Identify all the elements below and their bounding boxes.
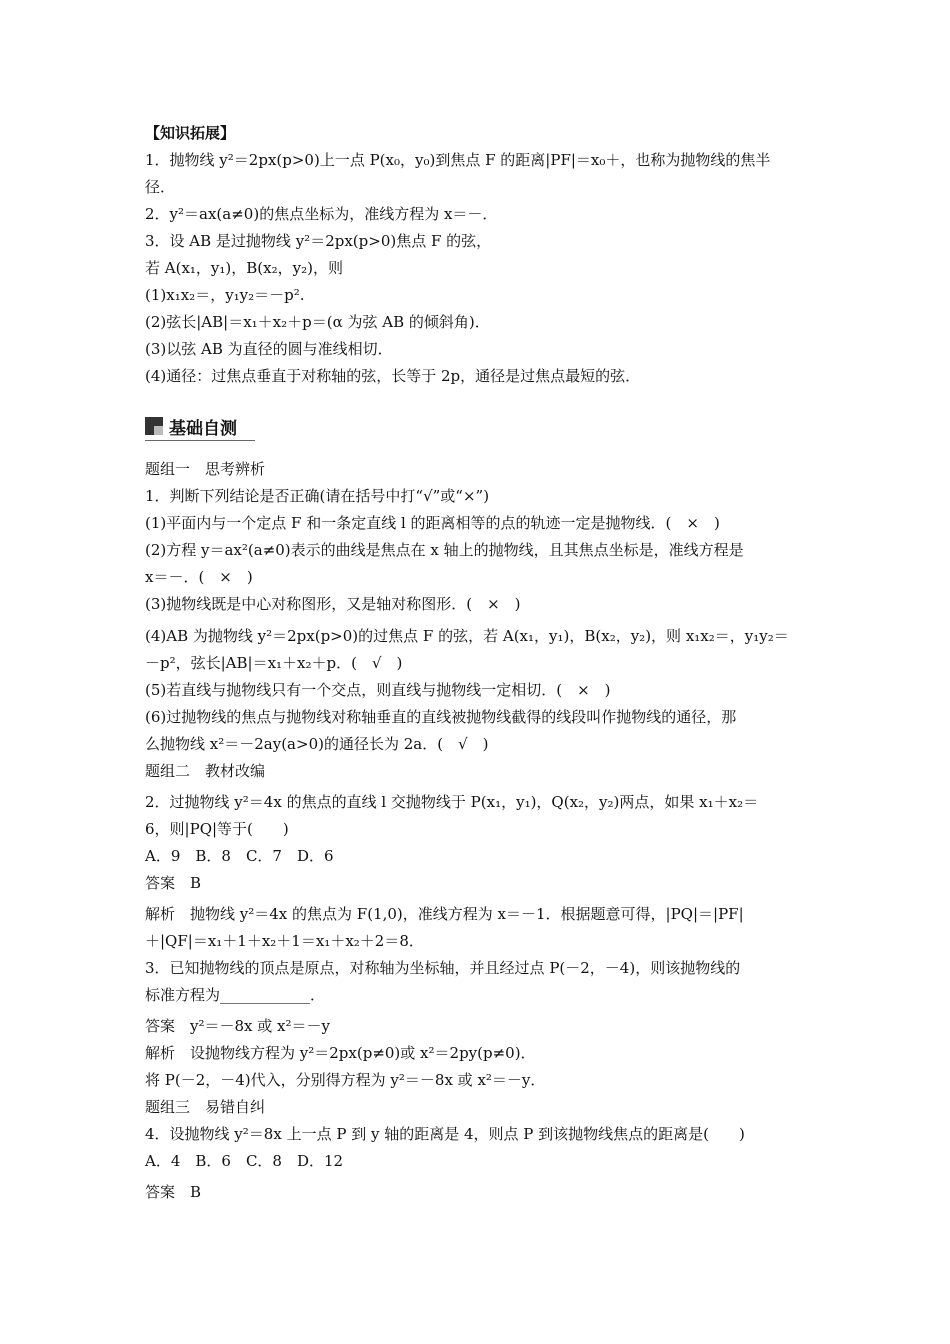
- knowledge-line: (3)以弦 AB 为直径的圆与准线相切．: [145, 340, 393, 358]
- section-title: 基础自测: [169, 419, 237, 439]
- knowledge-line: (4)通径：过焦点垂直于对称轴的弦，长等于 2p，通径是过焦点最短的弦．: [145, 367, 641, 385]
- knowledge-title: 【知识拓展】: [145, 124, 236, 142]
- exercise-line: －p²，弦长|AB|＝x₁＋x₂＋p．( √ ): [145, 654, 403, 672]
- choices-line: A．4 B．6 C．8 D．12: [145, 1152, 344, 1170]
- solution-line: 解析 抛物线 y²＝4x 的焦点为 F(1,0)，准线方程为 x＝－1．根据题意可得，|PQ|＝|PF|: [145, 905, 744, 923]
- exercise-line: 3．已知抛物线的顶点是原点，对称轴为坐标轴，并且经过点 P(－2，－4)，则该抛物线的: [145, 959, 741, 977]
- answer-line: 答案 B: [145, 1183, 202, 1201]
- answer-line: 答案 y²＝－8x 或 x²＝－y: [145, 1017, 330, 1035]
- exercise-line: (5)若直线与抛物线只有一个交点，则直线与抛物线一定相切．( × ): [145, 681, 611, 699]
- exercise-line: 1．判断下列结论是否正确(请在括号中打“√”或“×”): [145, 487, 490, 505]
- exercise-line: (2)方程 y＝ax²(a≠0)表示的曲线是焦点在 x 轴上的抛物线，且其焦点坐标是，准线方程是: [145, 541, 744, 559]
- group-heading: 题组一 思考辨析: [145, 460, 266, 478]
- exercise-line: 标准方程为____________．: [145, 986, 326, 1004]
- exercise-line: (3)抛物线既是中心对称图形，又是轴对称图形．( × ): [145, 595, 521, 613]
- group-heading: 题组三 易错自纠: [145, 1098, 266, 1116]
- exercise-line: (6)过抛物线的焦点与抛物线对称轴垂直的直线被抛物线截得的线段叫作抛物线的通径，那: [145, 708, 737, 726]
- solution-line: 将 P(－2，－4)代入，分别得方程为 y²＝－8x 或 x²＝－y．: [145, 1071, 546, 1089]
- exercise-line: x＝－．( × ): [145, 568, 253, 586]
- knowledge-line: (2)弦长|AB|＝x₁＋x₂＋p＝(α 为弦 AB 的倾斜角)．: [145, 313, 490, 331]
- exercise-line: 么抛物线 x²＝－2ay(a>0)的通径长为 2a．( √ ): [145, 735, 489, 753]
- knowledge-line: 若 A(x₁，y₁)，B(x₂，y₂)，则: [145, 259, 343, 277]
- knowledge-line: 3．设 AB 是过抛物线 y²＝2px(p>0)焦点 F 的弦，: [145, 232, 492, 250]
- section-heading: [145, 412, 255, 441]
- knowledge-line: 2．y²＝ax(a≠0)的焦点坐标为，准线方程为 x＝－．: [145, 205, 498, 223]
- exercise-line: 6，则|PQ|等于( ): [145, 820, 289, 838]
- solution-line: 解析 设抛物线方程为 y²＝2px(p≠0)或 x²＝2py(p≠0)．: [145, 1044, 536, 1062]
- section-square-icon: [145, 417, 163, 435]
- group-heading: 题组二 教材改编: [145, 762, 266, 780]
- knowledge-line: 径．: [145, 178, 176, 196]
- choices-line: A．9 B．8 C．7 D．6: [145, 847, 334, 865]
- answer-line: 答案 B: [145, 874, 202, 892]
- exercise-line: (1)平面内与一个定点 F 和一条定直线 l 的距离相等的点的轨迹一定是抛物线．( × ): [145, 514, 720, 532]
- exercise-line: 4．设抛物线 y²＝8x 上一点 P 到 y 轴的距离是 4，则点 P 到该抛物线焦点的距离是( ): [145, 1125, 745, 1143]
- exercise-line: 2．过抛物线 y²＝4x 的焦点的直线 l 交抛物线于 P(x₁，y₁)，Q(x₂，y₂)两点，如果 x₁＋x₂＝: [145, 793, 759, 811]
- knowledge-line: (1)x₁x₂＝，y₁y₂＝－p².: [145, 286, 305, 304]
- solution-line: ＋|QF|＝x₁＋1＋x₂＋1＝x₁＋x₂＋2＝8．: [145, 932, 424, 950]
- knowledge-line: 1．抛物线 y²＝2px(p>0)上一点 P(x₀，y₀)到焦点 F 的距离|PF|＝x₀＋，也称为抛物线的焦半: [145, 151, 771, 169]
- exercise-line: (4)AB 为抛物线 y²＝2px(p>0)的过焦点 F 的弦，若 A(x₁，y₁)，B(x₂，y₂)，则 x₁x₂＝，y₁y₂＝: [145, 627, 789, 645]
